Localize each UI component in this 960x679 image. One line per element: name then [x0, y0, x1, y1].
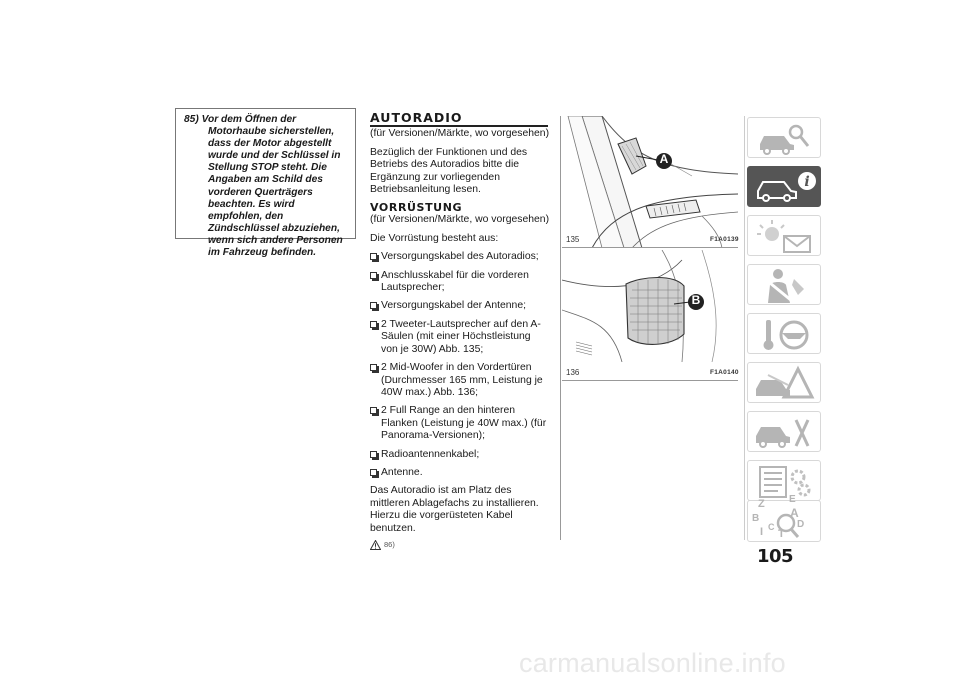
- car-warning-triangle-icon: [748, 363, 822, 404]
- equipment-subtitle: (für Versionen/Märkte, wo vorgesehen): [370, 214, 550, 226]
- list-item: Versorgungskabel des Autoradios;: [370, 251, 550, 263]
- checkbox-bullet-icon: [370, 451, 377, 458]
- figure-code-136: F1A0140: [710, 369, 739, 376]
- list-item: 2 Full Range an den hinteren Flanken (Leistung je 40W max.) (für Panorama-Versionen);: [370, 405, 550, 442]
- index-letter: Z: [758, 498, 765, 510]
- list-item: 2 Tweeter-Lautsprecher auf den A-Säulen (mit einer Höchstleistung von je 30W) Abb. 135;: [370, 319, 550, 356]
- door-woofer-drawing: [562, 250, 738, 362]
- car-tools-icon: [748, 412, 822, 453]
- figure-label-b: B: [691, 293, 701, 307]
- sidebar-tab-maintenance[interactable]: [747, 411, 821, 452]
- car-search-icon: [748, 118, 822, 159]
- list-item: Antenne.: [370, 467, 550, 479]
- checkbox-bullet-icon: [370, 253, 377, 260]
- checkbox-bullet-icon: [370, 364, 377, 371]
- section-subtitle: (für Versionen/Märkte, wo vorgesehen): [370, 128, 550, 140]
- figure-code-135: F1A0139: [710, 236, 739, 243]
- warning-triangle-icon: [370, 540, 381, 550]
- figure-number-136: 136: [566, 368, 580, 377]
- list-item: Versorgungskabel der Antenne;: [370, 300, 550, 312]
- list-item: 2 Mid-Woofer in den Vordertüren (Durchmesser 165 mm, Leistung je 40W max.) Abb. 136;: [370, 362, 550, 399]
- svg-text:i: i: [804, 174, 810, 190]
- equipment-title: VORRÜSTUNG: [370, 201, 463, 215]
- list-item: Anschlusskabel für die vorderen Lautsprecher;: [370, 270, 550, 295]
- sidebar-tab-technical-specs[interactable]: [747, 460, 821, 501]
- equipment-closing: Das Autoradio ist am Platz des mittleren Ablagefachs zu installieren. Hierzu die vorgerüsteten Kabel benutzen.: [370, 485, 539, 534]
- figure-136-illustration: [562, 250, 738, 362]
- figure-divider: [562, 380, 738, 381]
- index-letter: D: [797, 519, 805, 530]
- section-intro: Bezüglich der Funktionen und des Betriebs des Autoradios bitte die Ergänzung zur vorliegenden Betriebsanleitung lesen.: [370, 146, 528, 196]
- equipment-lead: Die Vorrüstung besteht aus:: [370, 232, 499, 244]
- sidebar-divider: [744, 116, 745, 540]
- warning-lights-icon: [748, 216, 822, 257]
- note-number: 85): [184, 114, 199, 125]
- key-steering-icon: [748, 314, 822, 355]
- checkbox-bullet-icon: [370, 272, 377, 279]
- column-divider: [560, 116, 561, 540]
- car-info-icon: [748, 167, 822, 208]
- sidebar-tab-vehicle-knowledge[interactable]: [747, 117, 821, 158]
- index-letter: T: [778, 528, 785, 540]
- checkbox-bullet-icon: [370, 407, 377, 414]
- index-letter: A: [790, 506, 799, 520]
- a-pillar-tweeter-drawing: [562, 116, 738, 248]
- page-number: 105: [757, 546, 794, 567]
- checkbox-bullet-icon: [370, 321, 377, 328]
- index-letter: C: [768, 522, 775, 532]
- index-letter: I: [760, 526, 764, 538]
- data-gear-icon: [748, 461, 822, 502]
- checkbox-bullet-icon: [370, 302, 377, 309]
- index-letter: B: [752, 513, 760, 524]
- sidebar-tab-safety[interactable]: [747, 264, 821, 305]
- figure-number-135: 135: [566, 235, 580, 244]
- figure-135-illustration: [562, 116, 738, 248]
- sidebar-tab-warning-lights[interactable]: [747, 215, 821, 256]
- checkbox-bullet-icon: [370, 469, 377, 476]
- sidebar-tab-emergency[interactable]: [747, 362, 821, 403]
- warning-reference-number: 86): [384, 539, 395, 549]
- equipment-list: [370, 251, 550, 479]
- figure-label-a: A: [659, 152, 669, 166]
- figure-divider: [562, 247, 738, 248]
- sidebar-tab-technical-data-active[interactable]: [747, 166, 821, 207]
- warning-note-box: [175, 108, 356, 259]
- seatbelt-person-icon: [748, 265, 822, 306]
- text-column: [370, 112, 550, 551]
- sidebar-tab-starting-driving[interactable]: [747, 313, 821, 354]
- index-letter: E: [789, 494, 796, 505]
- note-text: Vor dem Öffnen der Motorhaube sicherstellen, dass der Motor abgestellt wurde und der Schlüssel in Stellung STOP steht. Die Angaben am Schild des vorderen Querträgers beachten. Es wird empfohlen, den Zündschlüssel abzuziehen, wenn sich andere Personen im Fahrzeug befinden.: [201, 114, 343, 259]
- list-item: Radioantennenkabel;: [370, 449, 550, 461]
- section-title: AUTORADIO: [370, 112, 548, 127]
- watermark-text[interactable]: carmanualsonline.info: [519, 648, 786, 678]
- warning-reference[interactable]: [370, 539, 550, 551]
